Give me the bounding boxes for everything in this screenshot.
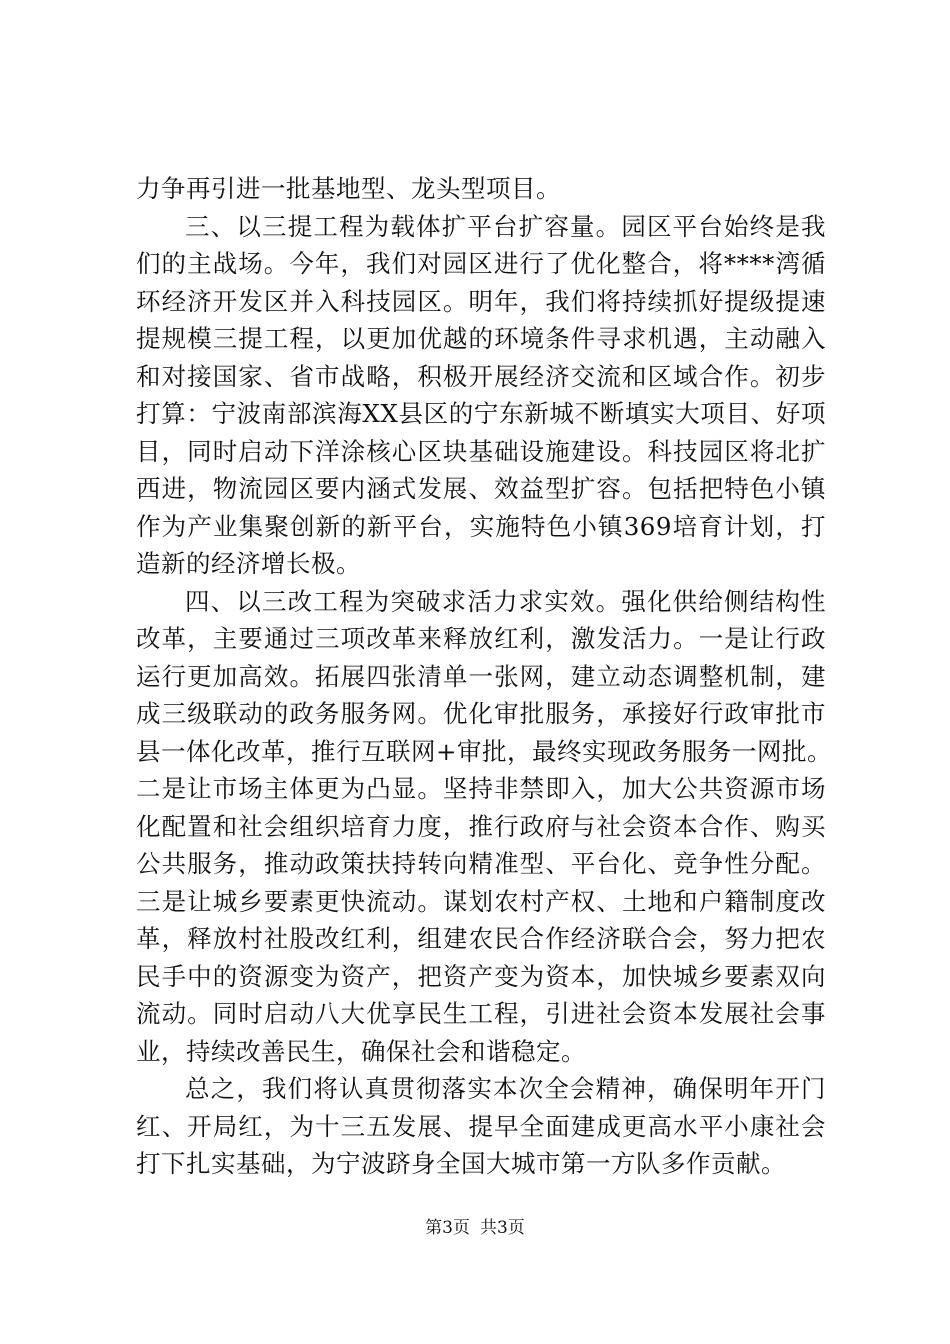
text-line: 运行更加高效。拓展四张清单一张网，建立动态调整机制，建 bbox=[136, 661, 826, 691]
paragraph bbox=[136, 1070, 826, 1183]
text-line: 三是让城乡要素更快流动。谋划农村产权、土地和户籍制度改 bbox=[136, 886, 826, 916]
text-line: 民手中的资源变为资产，把资产变为资本，加快城乡要素双向 bbox=[136, 961, 826, 991]
text-line: 作为产业集聚创新的新平台，实施特色小镇369培育计划，打 bbox=[136, 511, 826, 541]
text-line: 打下扎实基础，为宁波跻身全国大城市第一方队多作贡献。 bbox=[136, 1149, 786, 1178]
page-footer bbox=[0, 1216, 950, 1240]
page-number: 第3页 bbox=[425, 1218, 470, 1238]
document-body bbox=[136, 170, 833, 1183]
text-line: 流动。同时启动八大优享民生工程，引进社会资本发展社会事 bbox=[136, 999, 826, 1028]
text-line: 西进，物流园区要内涵式发展、效益型扩容。包括把特色小镇 bbox=[136, 474, 826, 503]
text-line: 力争再引进一批基地型、龙头型项目。 bbox=[136, 174, 561, 203]
text-line: 造新的经济增长极。 bbox=[136, 549, 361, 578]
text-line: 环经济开发区并入科技园区。明年，我们将持续抓好提级提速 bbox=[136, 286, 826, 316]
text-line: 和对接国家、省市战略，积极开展经济交流和区域合作。初步 bbox=[136, 361, 826, 391]
text-line: 打算：宁波南部滨海XX县区的宁东新城不断填实大项目、好项 bbox=[136, 399, 826, 428]
page-total: 共3页 bbox=[480, 1218, 525, 1238]
paragraph bbox=[136, 170, 826, 208]
text-line: 改革，主要通过三项改革来释放红利，激发活力。一是让行政 bbox=[136, 624, 826, 653]
text-line: 目，同时启动下洋涂核心区块基础设施建设。科技园区将北扩 bbox=[136, 436, 826, 466]
text-line: 成三级联动的政务服务网。优化审批服务，承接好行政审批市 bbox=[136, 699, 826, 728]
paragraph bbox=[136, 583, 833, 1071]
paragraph bbox=[136, 208, 826, 583]
text-line: 革，释放村社股改红利，组建农民合作经济联合会，努力把农 bbox=[136, 924, 826, 953]
text-line: 们的主战场。今年，我们对园区进行了优化整合，将****湾循 bbox=[136, 249, 826, 278]
text-line: 四、以三改工程为突破求活力求实效。强化供给侧结构性 bbox=[185, 586, 826, 616]
text-line: 化配置和社会组织培育力度，推行政府与社会资本合作、购买 bbox=[136, 811, 826, 841]
text-line: 提规模三提工程，以更加优越的环境条件寻求机遇，主动融入 bbox=[136, 324, 826, 353]
text-line: 红、开局红，为十三五发展、提早全面建成更高水平小康社会 bbox=[136, 1111, 826, 1141]
text-line: 二是让市场主体更为凸显。坚持非禁即入，加大公共资源市场 bbox=[136, 774, 826, 803]
text-line: 三、以三提工程为载体扩平台扩容量。园区平台始终是我 bbox=[185, 211, 826, 241]
text-line: 县一体化改革，推行互联网+审批，最终实现政务服务一网批。 bbox=[136, 736, 833, 766]
text-line: 业，持续改善民生，确保社会和谐稳定。 bbox=[136, 1036, 586, 1066]
text-line: 总之，我们将认真贯彻落实本次全会精神，确保明年开门 bbox=[185, 1074, 826, 1103]
text-line: 公共服务，推动政策扶持转向精准型、平台化、竞争性分配。 bbox=[136, 849, 826, 878]
